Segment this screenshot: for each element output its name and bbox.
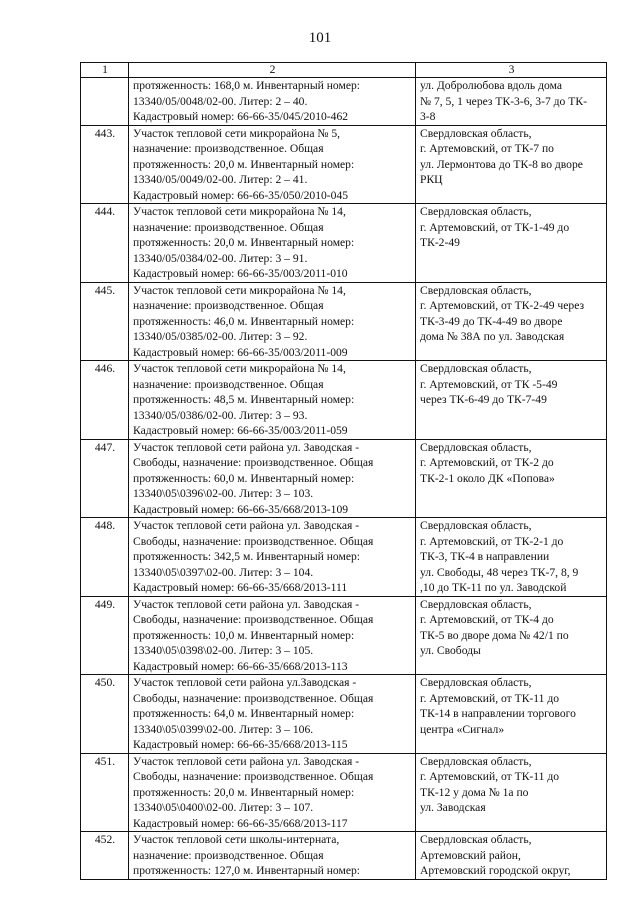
object-description bbox=[129, 753, 416, 832]
description-line: Участок тепловой сети района ул. Заводская - bbox=[133, 519, 360, 532]
description-line: Свободы, назначение: производственное. Общая bbox=[133, 770, 374, 783]
table-row bbox=[81, 204, 607, 283]
object-location bbox=[416, 125, 607, 204]
object-location bbox=[416, 596, 607, 675]
object-description bbox=[129, 518, 416, 597]
table-header-row bbox=[81, 63, 607, 78]
description-line: 13340\05\0396\02-00. Литер: 3 – 103. bbox=[133, 487, 314, 500]
location-line: г. Артемовский, от ТК-7 по bbox=[420, 142, 554, 155]
description-line: Участок тепловой сети района ул.Заводская - bbox=[133, 676, 357, 689]
location-line: г. Артемовский, от ТК-11 до bbox=[420, 691, 560, 705]
description-line: протяженность: 20,0 м. Инвентарный номер: bbox=[133, 157, 355, 171]
description-line: Свободы, назначение: производственное. Общая bbox=[133, 456, 374, 469]
location-line: Свердловская область, bbox=[420, 597, 532, 611]
description-line: протяженность: 168,0 м. Инвентарный номер: bbox=[133, 79, 360, 92]
object-location bbox=[416, 675, 607, 754]
object-location bbox=[416, 439, 607, 518]
object-location bbox=[416, 753, 607, 832]
description-line: Кадастровый номер: 66-66-35/003/2011-010 bbox=[133, 267, 348, 280]
table-row bbox=[81, 675, 607, 754]
location-line: ,10 до ТК-11 по ул. Заводской bbox=[420, 581, 567, 594]
location-line: г. Артемовский, от ТК-1-49 до bbox=[420, 220, 570, 234]
description-line: протяженность: 48,5 м. Инвентарный номер: bbox=[133, 393, 355, 406]
description-line: 13340/05/0385/02-00. Литер: 3 – 92. bbox=[133, 330, 308, 343]
description-line: протяженность: 60,0 м. Инвентарный номер: bbox=[133, 471, 355, 485]
description-line: Участок тепловой сети микрорайона № 14, bbox=[133, 283, 346, 297]
table-row bbox=[81, 439, 607, 518]
location-line: 3-8 bbox=[420, 110, 436, 123]
location-line: ул. Лермонтова до ТК-8 во дворе bbox=[420, 157, 583, 171]
location-line: ул. Свободы, 48 через ТК-7, 8, 9 bbox=[420, 565, 579, 579]
row-number: 452. bbox=[81, 832, 129, 880]
table-row bbox=[81, 125, 607, 204]
description-line: Свободы, назначение: производственное. Общая bbox=[133, 534, 374, 548]
table-row bbox=[81, 282, 607, 361]
row-number: 448. bbox=[81, 518, 129, 597]
object-location bbox=[416, 361, 607, 440]
table-row bbox=[81, 518, 607, 597]
row-number bbox=[81, 78, 129, 126]
description-line: назначение: производственное. Общая bbox=[133, 299, 324, 312]
location-line: Артемовский городской округ, bbox=[420, 864, 571, 877]
description-line: 13340/05/0048/02-00. Литер: 2 – 40. bbox=[133, 94, 308, 108]
table-body bbox=[81, 78, 607, 880]
object-description bbox=[129, 596, 416, 675]
page-number: 101 bbox=[308, 30, 332, 46]
location-line: Артемовский район, bbox=[420, 848, 521, 862]
location-line: ТК-5 во дворе дома № 42/1 по bbox=[420, 628, 569, 642]
row-number: 451. bbox=[81, 753, 129, 832]
location-line: ул. Добролюбова вдоль дома bbox=[420, 79, 562, 92]
object-description bbox=[129, 832, 416, 880]
description-line: Кадастровый номер: 66-66-35/668/2013-111 bbox=[133, 581, 348, 594]
location-line: ТК-14 в направлении торгового bbox=[420, 707, 576, 720]
description-line: 13340/05/0049/02-00. Литер: 2 – 41. bbox=[133, 173, 308, 186]
object-description bbox=[129, 361, 416, 440]
description-line: Участок тепловой сети района ул. Заводская - bbox=[133, 754, 360, 768]
description-line: Участок тепловой сети школы-интерната, bbox=[133, 833, 340, 846]
row-number: 450. bbox=[81, 675, 129, 754]
description-line: Участок тепловой сети района ул. Заводская - bbox=[133, 597, 360, 611]
description-line: Участок тепловой сети микрорайона № 14, bbox=[133, 205, 346, 218]
description-line: 13340/05/0384/02-00. Литер: 3 – 91. bbox=[133, 251, 308, 265]
object-description bbox=[129, 675, 416, 754]
description-line: протяженность: 46,0 м. Инвентарный номер: bbox=[133, 314, 355, 328]
location-line: через ТК-6-49 до ТК-7-49 bbox=[420, 393, 547, 406]
description-line: Кадастровый номер: 66-66-35/668/2013-109 bbox=[133, 502, 349, 516]
description-line: Кадастровый номер: 66-66-35/003/2011-009 bbox=[133, 345, 348, 359]
description-line: назначение: производственное. Общая bbox=[133, 142, 324, 155]
object-description bbox=[129, 204, 416, 283]
description-line: 13340\05\0399\02-00. Литер: 3 – 106. bbox=[133, 722, 314, 736]
location-line: г. Артемовский, от ТК-2-1 до bbox=[420, 534, 564, 548]
location-line: ТК-2-1 около ДК «Попова» bbox=[420, 471, 555, 485]
location-line: № 7, 5, 1 через ТК-3-6, 3-7 до ТК- bbox=[420, 94, 587, 108]
description-line: назначение: производственное. Общая bbox=[133, 848, 324, 862]
location-line: Свердловская область, bbox=[420, 362, 532, 375]
description-line: Кадастровый номер: 66-66-35/003/2011-059 bbox=[133, 424, 348, 437]
column-header-address: 3 bbox=[416, 63, 607, 78]
table-row bbox=[81, 832, 607, 880]
description-line: Кадастровый номер: 66-66-35/668/2013-113 bbox=[133, 659, 348, 673]
object-location bbox=[416, 282, 607, 361]
column-header-number: 1 bbox=[81, 63, 129, 78]
location-line: г. Артемовский, от ТК-4 до bbox=[420, 613, 554, 626]
object-description bbox=[129, 439, 416, 518]
description-line: Свободы, назначение: производственное. Общая bbox=[133, 613, 374, 626]
location-line: г. Артемовский, от ТК-2-49 через bbox=[420, 299, 585, 312]
description-line: протяженность: 20,0 м. Инвентарный номер: bbox=[133, 236, 355, 249]
location-line: Свердловская область, bbox=[420, 205, 532, 218]
description-line: протяженность: 20,0 м. Инвентарный номер: bbox=[133, 785, 355, 799]
location-line: Свердловская область, bbox=[420, 126, 532, 140]
object-description bbox=[129, 78, 416, 126]
object-location bbox=[416, 78, 607, 126]
table-row bbox=[81, 78, 607, 126]
description-line: 13340\05\0397\02-00. Литер: 3 – 104. bbox=[133, 565, 314, 579]
description-line: протяженность: 64,0 м. Инвентарный номер: bbox=[133, 707, 355, 720]
description-line: Кадастровый номер: 66-66-35/045/2010-462 bbox=[133, 110, 349, 123]
description-line: протяженность: 10,0 м. Инвентарный номер: bbox=[133, 628, 355, 642]
property-registry-table bbox=[80, 62, 607, 880]
description-line: назначение: производственное. Общая bbox=[133, 377, 324, 391]
location-line: центра «Сигнал» bbox=[420, 722, 505, 736]
description-line: Кадастровый номер: 66-66-35/050/2010-045 bbox=[133, 188, 349, 202]
description-line: Участок тепловой сети района ул. Заводская - bbox=[133, 440, 360, 454]
location-line: Свердловская область, bbox=[420, 283, 532, 297]
table-row bbox=[81, 361, 607, 440]
description-line: Участок тепловой сети микрорайона № 5, bbox=[133, 126, 341, 140]
description-line: Свободы, назначение: производственное. Общая bbox=[133, 691, 374, 705]
object-location bbox=[416, 204, 607, 283]
description-line: Участок тепловой сети микрорайона № 14, bbox=[133, 362, 346, 375]
location-line: Свердловская область, bbox=[420, 519, 532, 532]
location-line: г. Артемовский, от ТК-2 до bbox=[420, 456, 554, 469]
location-line: г. Артемовский, от ТК -5-49 bbox=[420, 377, 558, 391]
description-line: протяженность: 342,5 м. Инвентарный номер: bbox=[133, 550, 360, 563]
object-description bbox=[129, 282, 416, 361]
object-description bbox=[129, 125, 416, 204]
object-location bbox=[416, 832, 607, 880]
location-line: ТК-12 у дома № 1а по bbox=[420, 785, 529, 799]
row-number: 445. bbox=[81, 282, 129, 361]
location-line: Свердловская область, bbox=[420, 676, 532, 689]
location-line: Свердловская область, bbox=[420, 754, 532, 768]
row-number: 444. bbox=[81, 204, 129, 283]
location-line: РКЦ bbox=[420, 173, 443, 186]
row-number: 449. bbox=[81, 596, 129, 675]
location-line: ТК-3-49 до ТК-4-49 во дворе bbox=[420, 314, 563, 328]
location-line: ТК-3, ТК-4 в направлении bbox=[420, 550, 550, 563]
description-line: 13340\05\0400\02-00. Литер: 3 – 107. bbox=[133, 801, 314, 814]
row-number: 446. bbox=[81, 361, 129, 440]
description-line: Кадастровый номер: 66-66-35/668/2013-115 bbox=[133, 738, 348, 751]
column-header-description: 2 bbox=[129, 63, 416, 78]
row-number: 447. bbox=[81, 439, 129, 518]
description-line: 13340/05/0386/02-00. Литер: 3 – 93. bbox=[133, 408, 308, 422]
location-line: г. Артемовский, от ТК-11 до bbox=[420, 770, 560, 783]
description-line: 13340\05\0398\02-00. Литер: 3 – 105. bbox=[133, 644, 314, 657]
description-line: протяженность: 127,0 м. Инвентарный номер: bbox=[133, 864, 360, 877]
location-line: Свердловская область, bbox=[420, 833, 532, 846]
row-number: 443. bbox=[81, 125, 129, 204]
object-location bbox=[416, 518, 607, 597]
description-line: Кадастровый номер: 66-66-35/668/2013-117 bbox=[133, 816, 348, 830]
location-line: Свердловская область, bbox=[420, 440, 532, 454]
location-line: ТК-2-49 bbox=[420, 236, 460, 249]
description-line: назначение: производственное. Общая bbox=[133, 220, 324, 234]
table-row bbox=[81, 596, 607, 675]
location-line: ул. Заводская bbox=[420, 801, 486, 814]
location-line: дома № 38А по ул. Заводская bbox=[420, 330, 565, 343]
table-row bbox=[81, 753, 607, 832]
location-line: ул. Свободы bbox=[420, 644, 481, 657]
